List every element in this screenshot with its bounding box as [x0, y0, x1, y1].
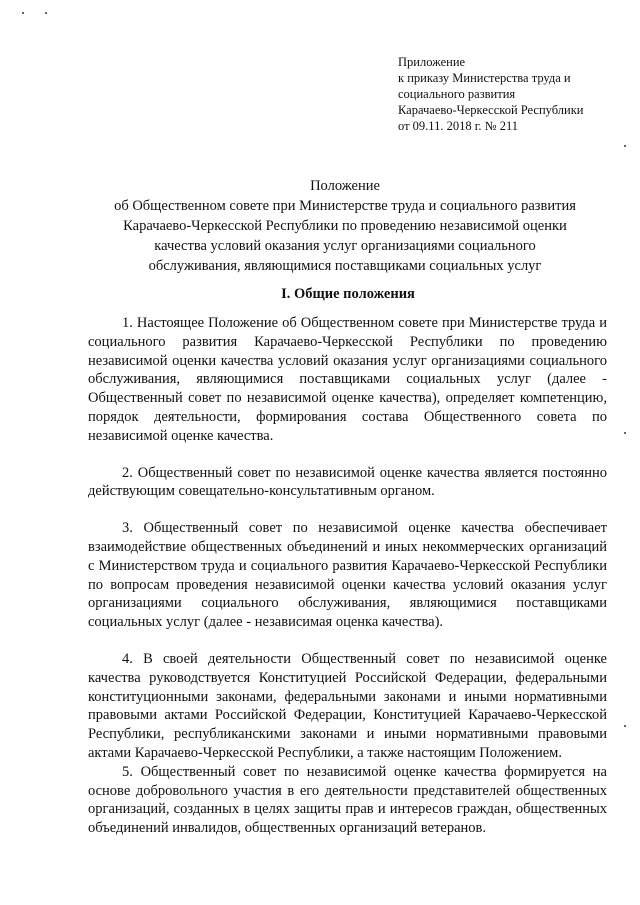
paragraph-2: 2. Общественный совет по независимой оценке качества является постоянно действующим совещательно-консультативным органом.: [88, 464, 607, 500]
appendix-line: Карачаево-Черкесской Республики: [398, 103, 584, 117]
paragraph-3: 3. Общественный совет по независимой оценке качества обеспечивает взаимодействие общественных объединений и иных некоммерческих организаций с Министерством труда и социального развития Карачаево-Черкесской Республики по вопросам проведения независимой оценки качества условий оказания услуг организациями социального обслуживания, являющимися поставщиками социальных услуг (далее - независимая оценка качества).: [88, 520, 607, 631]
paragraph-4: 4. В своей деятельности Общественный совет по независимой оценке качества руководствуется Конституцией Российской Федерации, федеральными конституционными законами, федеральными законами и иными нормативными правовыми актами Российской Федерации, Конституцией Карачаево-Черкесской Республики, республиканскими законами и иными нормативными правовыми актами Карачаево-Черкесской Республики, а также настоящим Положением.: [88, 650, 607, 761]
paragraph-5: 5. Общественный совет по независимой оценке качества формируется на основе добровольного участия в его деятельности представителей общественных организаций, созданных в целях защиты прав и интересов граждан, общественных объединений инвалидов, общественных организаций ветеранов.: [88, 763, 607, 837]
appendix-line: социального развития: [398, 87, 516, 101]
appendix-note: [398, 54, 628, 134]
scan-speck: [624, 432, 626, 434]
title-line: качества условий оказания услуг организациями социального: [154, 238, 536, 254]
title-line: Положение: [310, 178, 380, 194]
title-line: обслуживания, являющимися поставщиками социальных услуг: [148, 258, 542, 274]
title-line: об Общественном совете при Министерстве труда и социального развития: [114, 198, 576, 214]
title-line: Карачаево-Черкесской Республики по проведению независимой оценки: [123, 218, 567, 234]
scan-speck: [624, 725, 626, 727]
paragraph-1: 1. Настоящее Положение об Общественном совете при Министерстве труда и социального развития Карачаево-Черкесской Республики по проведению независимой оценки качества условий оказания услуг организациями социального обслуживания, являющимися поставщиками социальных услуг (далее - Общественный совет по независимой оценке качества), определяет компетенцию, порядок деятельности, формирования состава Общественного совета по независимой оценке качества.: [88, 315, 607, 444]
appendix-line: Приложение: [398, 55, 466, 69]
section-heading: I. Общие положения: [281, 286, 415, 302]
document-body: [88, 314, 607, 856]
appendix-line: к приказу Министерства труда и: [398, 71, 571, 85]
scan-speck: [22, 12, 24, 14]
scan-speck: [45, 12, 47, 14]
document-title: [90, 176, 600, 276]
scan-speck: [624, 145, 626, 147]
appendix-line: от 09.11. 2018 г. № 211: [398, 119, 519, 133]
